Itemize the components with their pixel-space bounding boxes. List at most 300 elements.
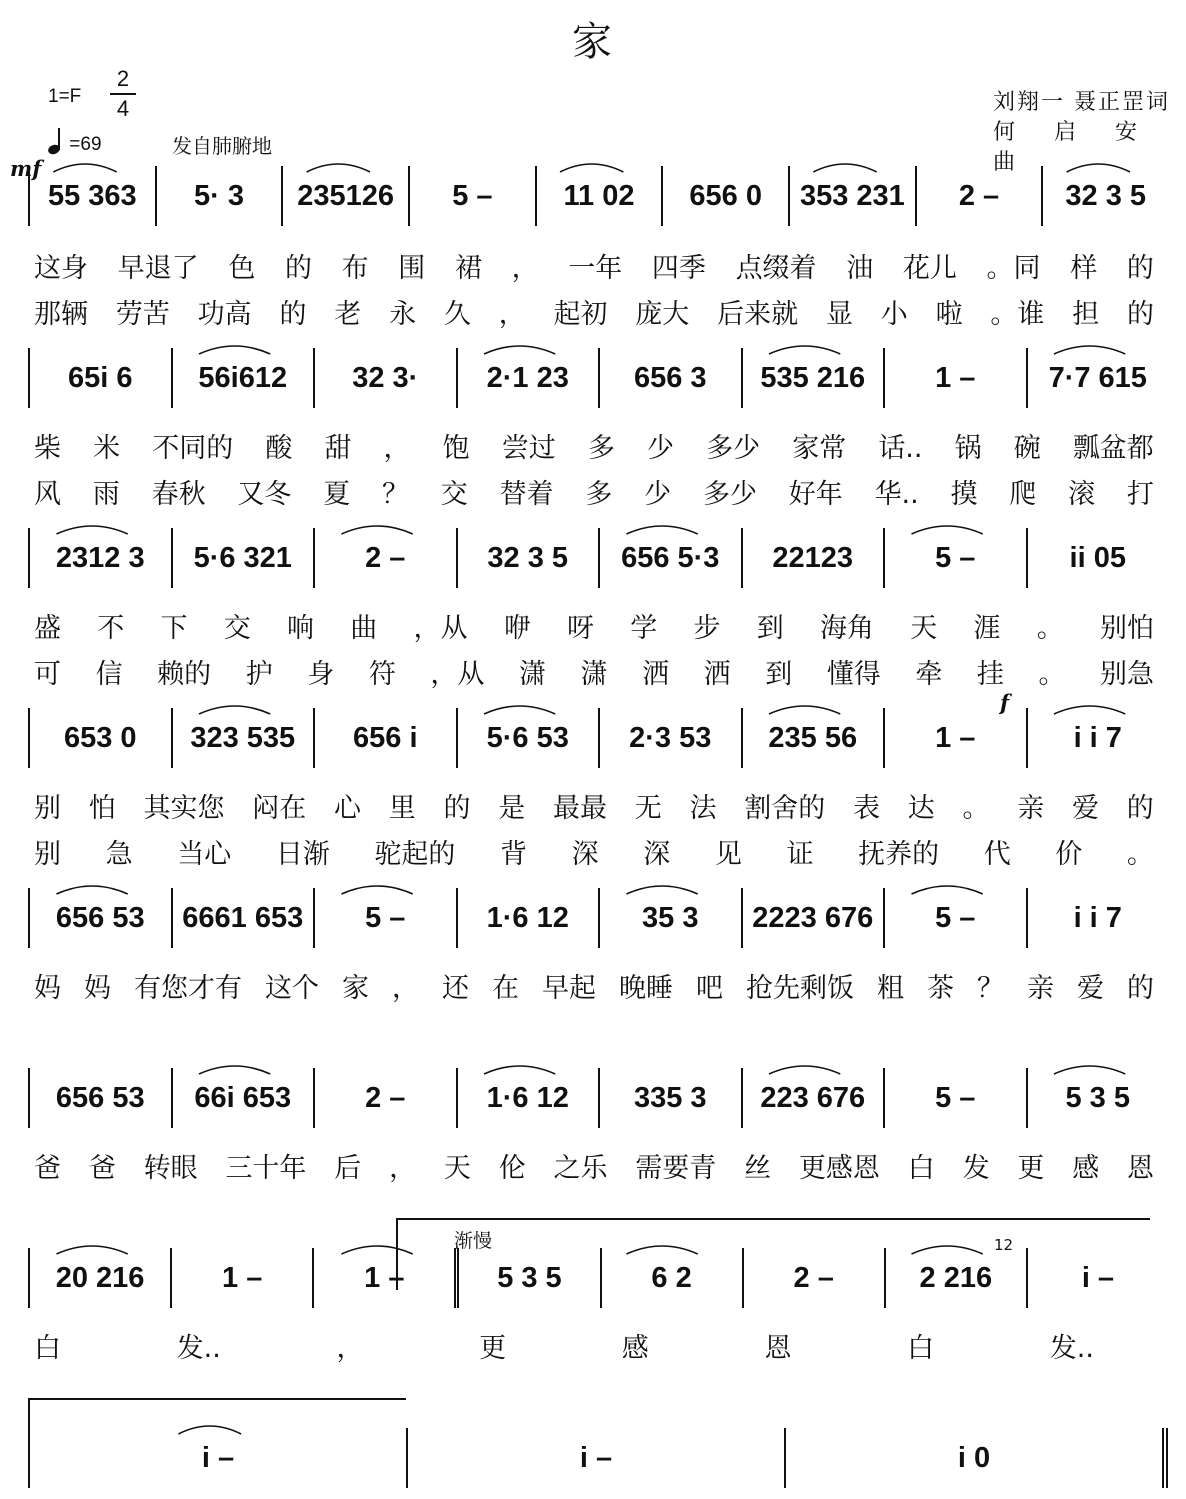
lyric-syllable: 爸 [88,1153,116,1184]
lyric-syllable: 劳苦 [115,299,170,330]
lyric-syllable: 粗 [877,973,904,1004]
lyric-syllable: 色 [228,253,256,284]
dynamic-f: f [1000,690,1010,715]
measure: 2·1 23 [458,348,601,408]
lyric-syllable: 赖的 [157,659,212,690]
measure: 5·6 53 [458,708,601,768]
measure: 1 – [314,1248,459,1308]
measure: 2 – [917,166,1044,226]
measure: 65i 6 [28,348,173,408]
lyric-syllable: 深 [643,839,671,870]
lyric-syllable: 盛 [34,613,61,644]
lyric-syllable: 转眼 [143,1153,198,1184]
lyric-syllable: 涯 [973,613,1001,644]
lyric-syllable: 背 [500,839,528,870]
lyric-syllable: 潇 [518,659,546,690]
lyric-line [34,652,1154,691]
song-title: 家 [572,19,614,65]
measure: 656 i [315,708,458,768]
slur [912,526,983,534]
slur-layer [28,888,1168,948]
lyric-syllable: 爸 [34,1153,61,1184]
lyric-syllable: 那辆 [34,299,88,330]
lyric-syllable: 。同 [986,253,1041,284]
lyric-syllable: 滚 [1068,479,1096,510]
lyric-syllable: 割舍的 [744,793,826,824]
lyric-syllable: 花儿 [902,253,957,284]
lyric-syllable: 白 [907,1333,935,1364]
lyric-syllable: 的 [284,253,312,284]
tempo-value: =69 [69,134,102,155]
lyric-line [34,292,1154,331]
lyric-syllable: 交 [440,479,468,510]
lyric-syllable: 更 [479,1333,507,1364]
measure: 656 0 [663,166,790,226]
measure: 223 676 [743,1068,886,1128]
measure: i 0 [786,1428,1168,1488]
measure: 5 – [315,888,458,948]
slur [1054,706,1125,714]
lyric-syllable: 亲 [1017,793,1045,824]
lyric-syllable: 早起 [542,973,596,1004]
lyric-syllable: 家常 [792,433,847,464]
lyric-syllable: 代 [983,839,1011,870]
lyric-syllable: 洒 [703,659,731,690]
measure: 6661 653 [173,888,316,948]
measure: 1 – [885,708,1028,768]
lyric-syllable: 别急 [1100,659,1154,690]
lyric-syllable: 后来就 [717,299,799,330]
lyric-syllable: 呀 [567,613,594,644]
lyric-syllable: 少 [644,479,672,510]
lyric-syllable: 显 [825,299,853,330]
measure: 2 – [744,1248,886,1308]
slur [560,164,623,172]
lyric-syllable: 裙 [454,253,482,284]
slur [1067,164,1130,172]
lyric-syllable: 表 [853,793,880,824]
lyric-syllable: 发.. [1049,1333,1094,1364]
lyric-syllable: 吧 [696,973,723,1004]
lyric-syllable: 的 [1127,973,1154,1004]
lyric-syllable: 早退了 [117,253,199,284]
lyric-syllable: 更感恩 [798,1153,880,1184]
lyric-syllable: 懂得 [826,659,881,690]
lyric-line [34,426,1154,465]
measure: i i 7 [1073,901,1122,934]
slur [199,1066,270,1074]
lyric-syllable: 妈 [34,973,61,1004]
lyric-syllable: 柴 [34,433,61,464]
lyric-syllable: 夏 [323,479,351,510]
lyric-line [34,472,1154,511]
measure: 5· 3 [157,166,284,226]
lyric-syllable: ， [336,1333,364,1364]
lyric-syllable: 不同的 [152,433,234,464]
lyric-syllable: 发 [962,1153,990,1184]
slur [199,706,270,714]
lyric-syllable: 不 [97,613,125,644]
slur [769,706,840,714]
lyric-syllable: ， [392,973,419,1004]
measure: 235126 [283,166,410,226]
lyric-syllable: 这身 [34,253,88,284]
lyric-syllable: 证 [786,839,814,870]
lyric-syllable: 家 [342,973,369,1004]
lyric-syllable: 打 [1126,479,1154,510]
lyric-syllable: 小 [880,299,908,330]
lyric-syllable: 是 [498,793,526,824]
measure: 35 3 [600,888,743,948]
lyric-syllable: 妈 [84,973,111,1004]
lyric-syllable: 亲 [1027,973,1054,1004]
lyric-syllable: 的 [279,299,307,330]
lyric-syllable: 恩 [764,1333,792,1364]
lyric-syllable: 围 [398,253,426,284]
lyric-line [34,246,1154,285]
lyric-syllable: 这个 [265,973,319,1004]
lyric-line [34,1146,1154,1185]
lyric-syllable: 深 [571,839,599,870]
quarter-note-icon [48,128,64,154]
measure: 66i 653 [173,1068,316,1128]
measure: ii 05 [1069,541,1126,574]
lyric-syllable: 甜 [324,433,352,464]
measure: 2·3 53 [600,708,743,768]
lyric-syllable: 雨 [92,479,120,510]
lyric-syllable: 风 [34,479,61,510]
staff-row [28,1068,1168,1128]
lyric-syllable: 春秋 [151,479,206,510]
lyric-syllable: 担 [1072,299,1100,330]
measure: 235 56 [743,708,886,768]
lyric-syllable: 碗 [1013,433,1041,464]
lyric-syllable: 学 [630,613,658,644]
lyric-syllable: 替着 [499,479,554,510]
slur-layer [28,166,1168,226]
lyric-syllable: ？ [381,479,409,510]
measure: 22123 [743,528,886,588]
lyric-syllable: 布 [341,253,369,284]
measure: 335 3 [600,1068,743,1128]
slur [813,164,876,172]
slur [57,886,128,894]
lyric-syllable: 酸 [265,433,293,464]
lyric-syllable: 到 [756,613,784,644]
lyric-syllable: 交 [223,613,251,644]
measure: 7·7 615 [1048,361,1147,394]
lyric-syllable: 的 [1126,253,1154,284]
lyric-syllable: 华.. [874,479,919,510]
lyric-syllable: 信 [95,659,123,690]
slur-layer [28,528,1168,588]
measure: 656 3 [600,348,743,408]
lyric-syllable: 恩 [1127,1153,1154,1184]
slur [484,706,555,714]
lyric-syllable: 有您才有 [134,973,242,1004]
lyric-syllable: 少 [646,433,674,464]
volta-bracket [396,1218,1150,1290]
lyric-syllable: 话.. [878,433,923,464]
lyric-syllable: 天 [910,613,938,644]
slur [53,164,116,172]
measure: i – [408,1428,786,1488]
slur-layer [28,1428,1168,1488]
lyric-syllable: 油 [846,253,874,284]
slur [627,886,698,894]
measure: 32 3 5 [1065,179,1147,212]
slur [769,346,840,354]
slur-layer [28,708,1168,768]
lyric-syllable: 。 [1038,659,1066,690]
measure: 656 5·3 [600,528,743,588]
lyric-syllable: 达 [907,793,935,824]
measure: 55 363 [28,166,157,226]
lyric-syllable: 牵 [915,659,943,690]
lyric-syllable: 当心 [177,839,232,870]
lyric-syllable: 驼起的 [374,839,456,870]
slur [769,1066,840,1074]
slur-layer [28,1068,1168,1128]
lyric-syllable: 起初 [553,299,608,330]
lyric-syllable: 晚睡 [619,973,673,1004]
measure: 2 – [315,528,458,588]
key-signature: 1=F [48,86,82,107]
slur [342,886,413,894]
lyric-syllable: 身 [307,659,335,690]
measure: 1·6 12 [458,888,601,948]
lyric-syllable: 的 [1126,793,1154,824]
slur [307,164,370,172]
measure: 5 – [885,528,1028,588]
measure: 32 3· [315,348,458,408]
lyric-syllable: 其实您 [143,793,225,824]
lyric-syllable: 到 [765,659,793,690]
lyric-syllable: 响 [287,613,314,644]
lyric-syllable: 洒 [642,659,670,690]
lyric-line [34,966,1154,1005]
composer-credit: 何 启 安曲 [993,120,1153,175]
lyric-syllable: 茶 [927,973,954,1004]
measure: 323 535 [173,708,316,768]
lyric-syllable: 咿 [503,613,531,644]
slur-layer [28,348,1168,408]
lyric-syllable: 。 [1126,839,1154,870]
lyric-syllable: 饱 [442,433,470,464]
lyric-syllable: 的 [1127,299,1154,330]
measure: 5 3 5 [459,1248,601,1308]
fermata-count: 12 [994,1236,1014,1254]
lyric-syllable: 多 [587,433,615,464]
lyric-syllable: 别怕 [1100,613,1154,644]
lyric-syllable: 日渐 [275,839,330,870]
lyric-syllable: ？ [977,973,1004,1004]
lyric-syllable: 步 [693,613,721,644]
lyric-syllable: 还 [442,973,469,1004]
measure: 11 02 [537,166,664,226]
lyric-syllable: 摸 [950,479,978,510]
lyric-syllable: ，从 [413,613,468,644]
lyric-syllable: 。谁 [990,299,1045,330]
volta-bracket-final [28,1398,406,1430]
slur [627,526,698,534]
lyric-line [34,832,1154,871]
measure: i – [1081,1261,1115,1294]
measure: 656 53 [28,888,173,948]
lyric-syllable: 海角 [820,613,874,644]
lyric-syllable: 曲 [350,613,378,644]
lyric-syllable: 白 [907,1153,935,1184]
measure: 5 3 5 [1065,1081,1130,1114]
measure: 32 3 5 [458,528,601,588]
lyric-syllable: 之乐 [553,1153,608,1184]
time-signature-top: 2 [116,66,130,91]
measure: 656 53 [28,1068,173,1128]
lyric-syllable: 后 [334,1153,362,1184]
lyric-syllable: ，从 [430,659,485,690]
lyric-syllable: 永 [389,299,417,330]
measure: 2 – [315,1068,458,1128]
lyric-syllable: 挂 [976,659,1004,690]
lyric-syllable: 多 [585,479,613,510]
measure: i i 7 [1073,721,1122,754]
slur [57,526,128,534]
lyric-syllable: 在 [492,973,519,1004]
lyric-syllable: 。 [1036,613,1064,644]
expression-marking: 发自肺腑地 [172,134,272,158]
lyric-syllable: 啦 [935,299,963,330]
lyric-syllable: 又冬 [237,479,292,510]
measure: 5·6 321 [173,528,316,588]
lyric-syllable: 久 [443,299,471,330]
lyric-line [34,1326,1094,1365]
lyric-syllable: 里 [388,793,416,824]
lyric-syllable: 潇 [580,659,608,690]
lyric-syllable: 样 [1070,253,1098,284]
lyric-syllable: 多少 [702,479,757,510]
measure: 5 – [410,166,537,226]
slur [1054,346,1125,354]
ritardando-marking: 渐慢 [454,1230,493,1252]
lyric-syllable: 功高 [197,299,252,330]
lyric-syllable: 好年 [788,479,843,510]
lyric-syllable: 需要青 [635,1153,717,1184]
lyric-syllable: 价 [1055,839,1083,870]
lyric-syllable: 。 [962,793,990,824]
measure: 653 0 [28,708,173,768]
lyric-syllable: ， [383,433,411,464]
measure: 535 216 [743,348,886,408]
lyric-syllable: 四季 [651,253,706,284]
lyric-syllable: 瓢盆都 [1072,433,1154,464]
lyric-syllable: 尝过 [501,433,556,464]
lyric-syllable: 发.. [176,1333,221,1364]
staff-row [28,1428,991,1488]
measure: i – [28,1428,408,1488]
lyric-syllable: ， [498,299,526,330]
lyric-syllable: 感 [1072,1153,1100,1184]
lyric-syllable: 感 [621,1333,649,1364]
lyric-syllable: 多少 [706,433,761,464]
lyric-syllable: 护 [245,659,273,690]
slur [199,346,270,354]
lyric-syllable: 爬 [1009,479,1037,510]
staff-row [28,348,1168,408]
lyric-syllable: 白 [34,1333,61,1364]
staff-row [28,888,1168,948]
tempo-marking [48,128,102,156]
lyric-syllable: 符 [368,659,396,690]
lyric-syllable: 丝 [744,1153,772,1184]
measure: 1 – [885,348,1028,408]
lyric-syllable: 怕 [88,793,116,824]
lyric-syllable: 爱 [1072,793,1099,824]
lyric-syllable: 急 [105,839,133,870]
time-signature-line [110,93,136,95]
lyric-syllable: 米 [93,433,121,464]
lyric-line [34,606,1154,645]
slur [57,1246,128,1254]
lyric-syllable: 三十年 [225,1153,307,1184]
lyric-syllable: 点缀着 [735,253,817,284]
measure: 2223 676 [743,888,886,948]
lyric-syllable: ， [389,1153,417,1184]
lyric-syllable: 最最 [553,793,607,824]
slur [342,526,413,534]
measure: 56i612 [173,348,316,408]
staff-row [28,166,1168,226]
staff-row [28,528,1168,588]
lyric-syllable: 抚养的 [858,839,940,870]
lyric-syllable: 更 [1017,1153,1045,1184]
lyric-syllable: 天 [443,1153,471,1184]
lyric-syllable: 老 [334,299,362,330]
measure: 2 216 [886,1248,1028,1308]
lyric-syllable: 无 [634,793,662,824]
time-signature-bottom: 4 [116,96,130,121]
lyric-line [34,786,1154,825]
measure: 1 – [172,1248,314,1308]
lyric-syllable: 可 [34,659,61,690]
measure: 353 231 [790,166,917,226]
measure: 20 216 [28,1248,172,1308]
time-signature [110,68,136,120]
lyric-syllable: ， [511,253,539,284]
lyric-syllable: 伦 [498,1153,526,1184]
slur [484,346,555,354]
lyric-syllable: 别 [34,793,61,824]
lyric-syllable: 下 [160,613,188,644]
measure: 2312 3 [28,528,173,588]
measure: 5 – [885,888,1028,948]
lyric-syllable: 见 [714,839,742,870]
lyric-syllable: 别 [34,839,61,870]
lyric-syllable: 一年 [568,253,623,284]
slur [484,1066,555,1074]
lyricist-credit: 刘翔一 聂正罡词 [993,90,1170,115]
measure: 6 2 [602,1248,744,1308]
lyric-syllable: 庞大 [635,299,690,330]
lyric-syllable: 爱 [1077,973,1104,1004]
slur [912,886,983,894]
staff-row [28,708,1168,768]
lyric-syllable: 心 [334,793,361,824]
lyric-syllable: 闷在 [252,793,307,824]
lyric-syllable: 锅 [954,433,982,464]
measure: 5 – [885,1068,1028,1128]
lyric-syllable: 抢先剩饭 [746,973,854,1004]
measure: 1·6 12 [458,1068,601,1128]
